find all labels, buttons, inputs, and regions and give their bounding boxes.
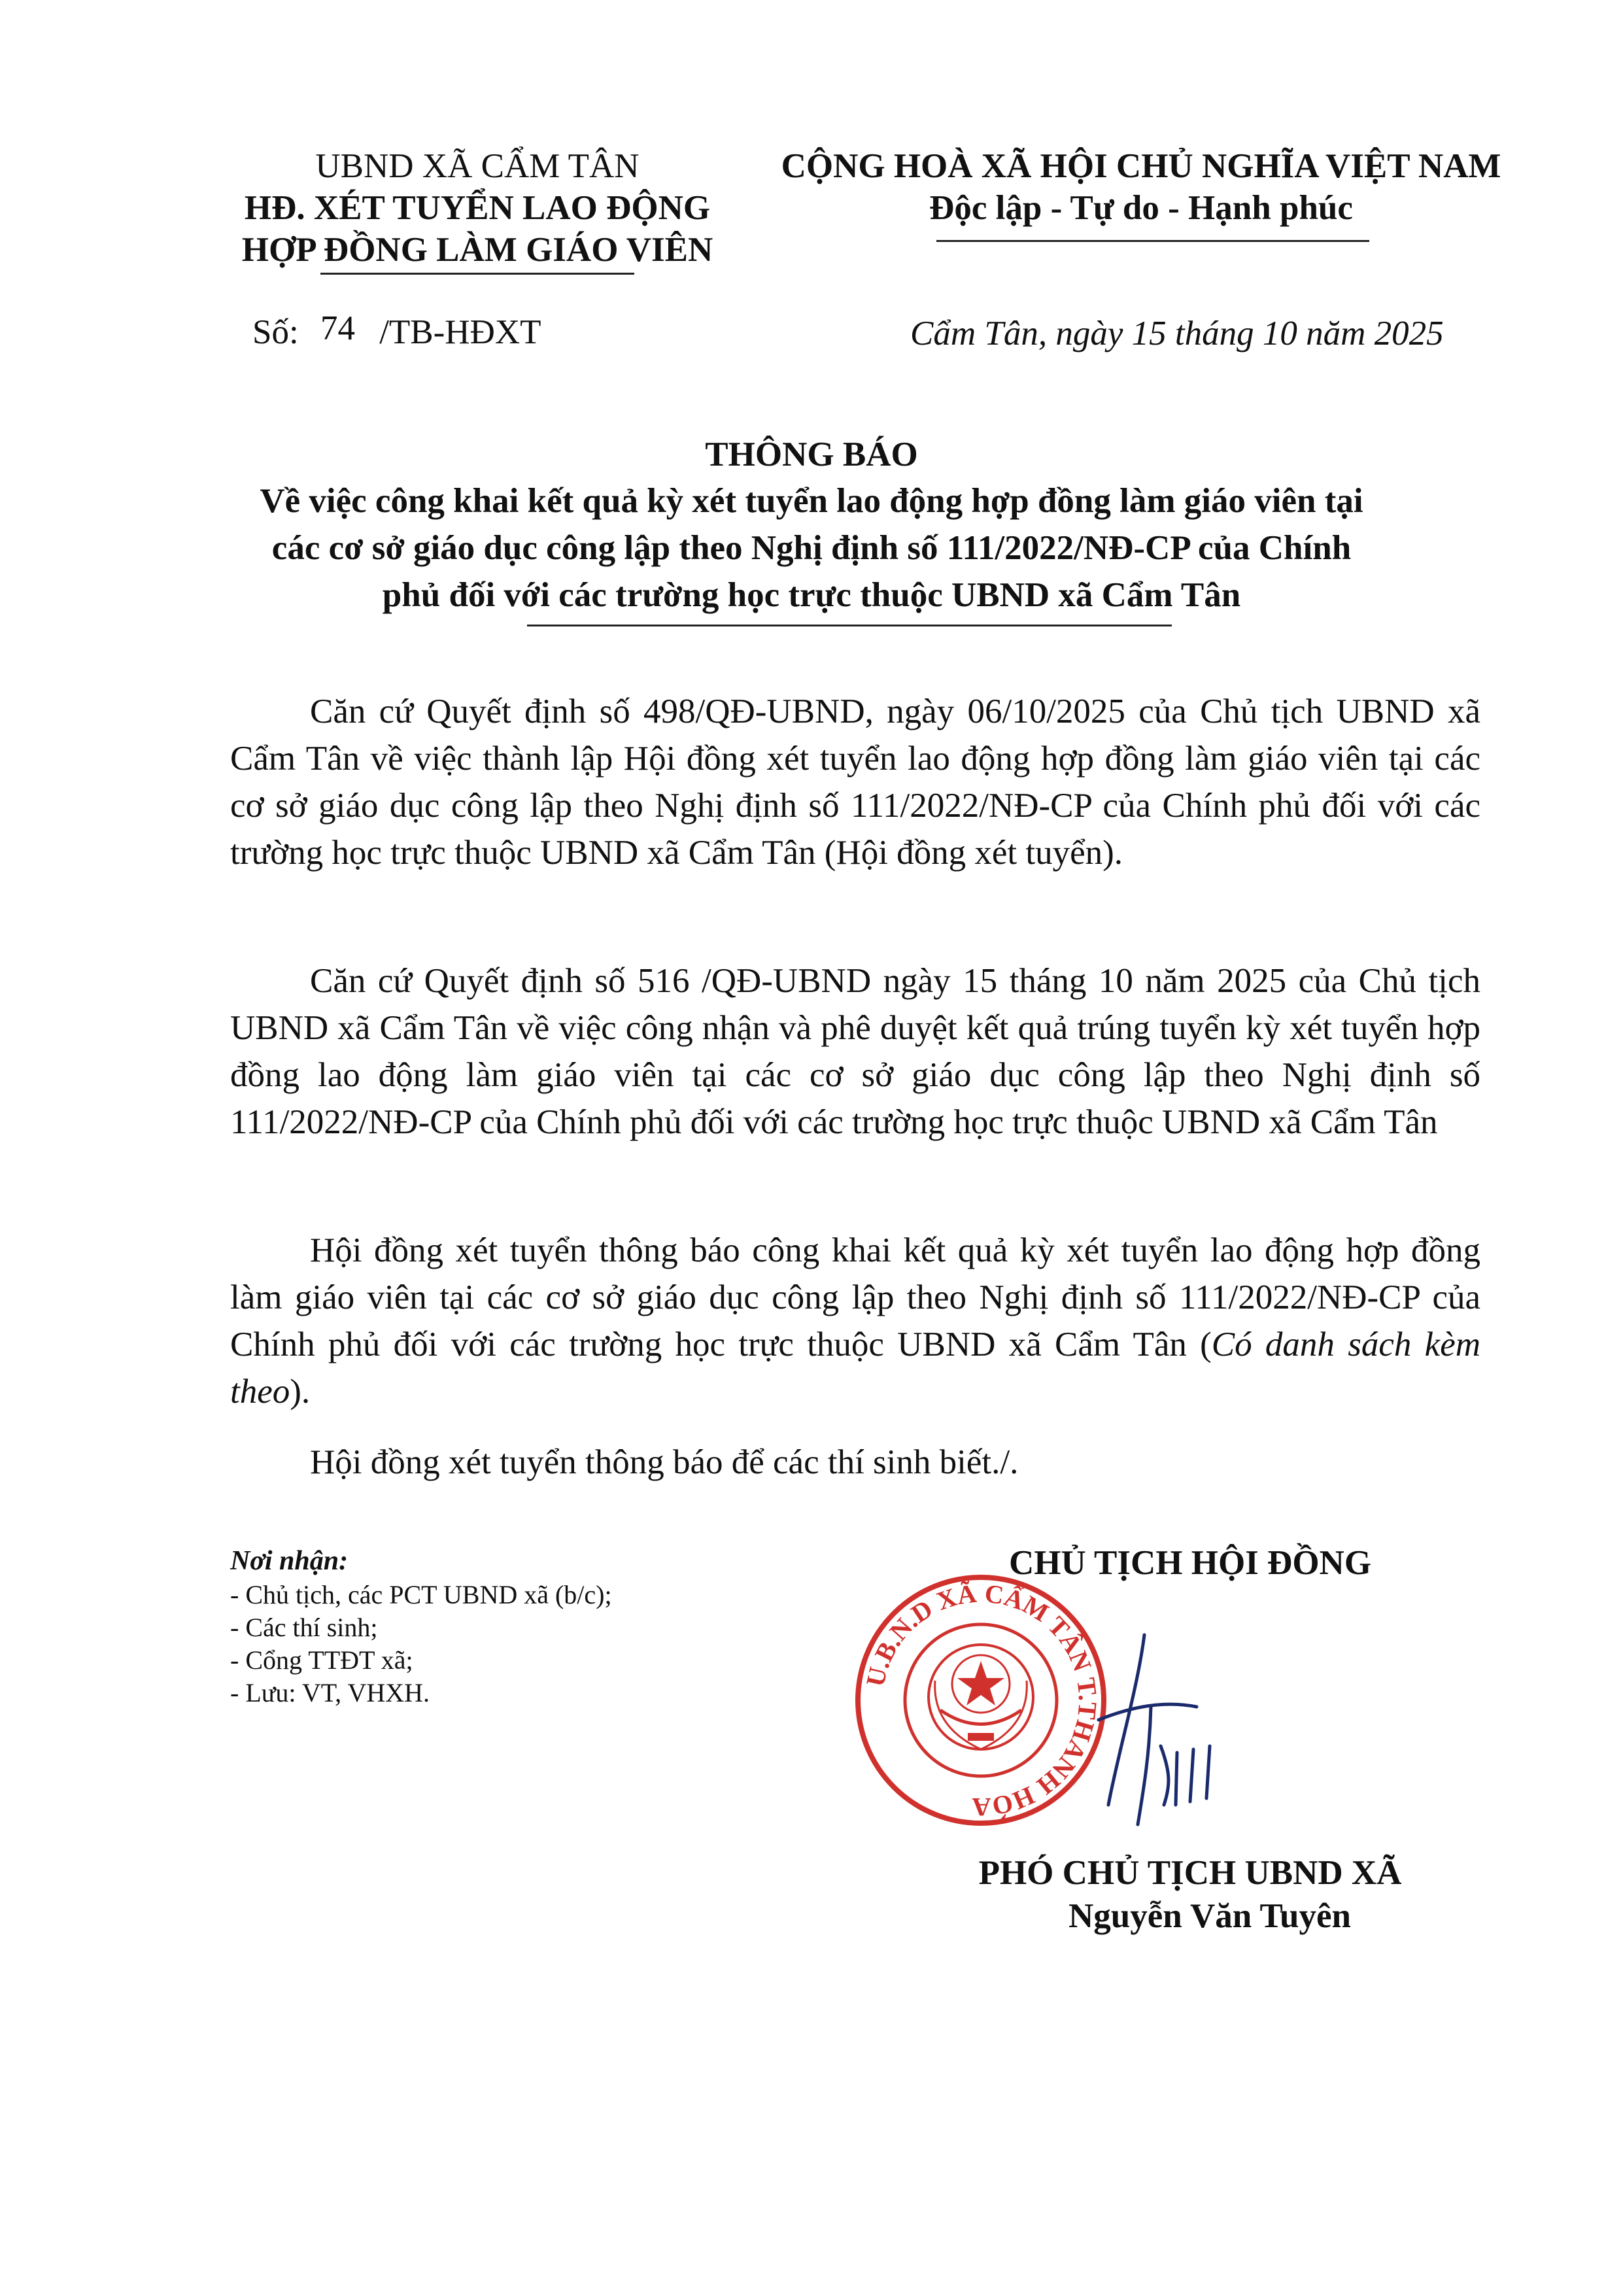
national-title: CỘNG HOÀ XÃ HỘI CHỦ NGHĨA VIỆT NAM (781, 147, 1501, 185)
national-emblem-icon (929, 1645, 1033, 1749)
recipient-item: - Cổng TTĐT xã; (230, 1645, 413, 1675)
recipient-item: - Chủ tịch, các PCT UBND xã (b/c); (230, 1580, 612, 1609)
notice-subject-line3: phủ đối với các trường học trực thuộc UBND xã Cẩm Tân (382, 576, 1241, 614)
signer-title: CHỦ TỊCH HỘI ĐỒNG (1008, 1544, 1372, 1582)
agency-header (222, 145, 732, 271)
paragraph-legal-basis-2: Căn cứ Quyết định số 516 /QĐ-UBND ngày 15 tháng 10 năm 2025 của Chủ tịch UBND xã Cẩm Tân về việc công nhận và phê duyệt kết quả trúng tuyển kỳ xét tuyển hợp đồng lao động làm giáo viên tại các cơ sở giáo dục công lập theo Nghị định số 111/2022/NĐ-CP của Chính phủ đối với các trường học trực thuộc UBND xã Cẩm Tân (230, 962, 1480, 1141)
motto-underline (936, 240, 1369, 242)
recipient-item: - Các thí sinh; (230, 1613, 378, 1642)
document-number (252, 311, 541, 353)
announcement-text: Hội đồng xét tuyển thông báo công khai kết quả kỳ xét tuyển lao động hợp đồng làm giáo viên tại các cơ sở giáo dục công lập theo Nghị định số 111/2022/NĐ-CP của Chính phủ đối với các trường học trực thuộc UBND xã Cẩm Tân ( (230, 1231, 1480, 1363)
recipient-item: - Lưu: VT, VHXH. (230, 1678, 430, 1707)
notice-subject-line1: Về việc công khai kết quả kỳ xét tuyển lao động hợp đồng làm giáo viên tại (260, 482, 1363, 520)
agency-underline (320, 273, 634, 275)
notice-title: THÔNG BÁO (705, 436, 918, 473)
seal-text: U.B.N.D XÃ CẨM TÂN T.THANH HÓA (860, 1578, 1103, 1823)
announcement-end: ). (290, 1373, 311, 1411)
signer-position: PHÓ CHỦ TỊCH UBND XÃ (978, 1854, 1402, 1892)
place-date: Cẩm Tân, ngày 15 tháng 10 năm 2025 (910, 315, 1444, 352)
national-motto: Độc lập - Tự do - Hạnh phúc (929, 189, 1353, 227)
handwritten-signature (1072, 1609, 1269, 1844)
attachment-note: Có danh sách kèm theo (230, 1326, 1480, 1411)
recipients-heading: Nơi nhận: (230, 1546, 349, 1576)
title-underline (527, 625, 1172, 626)
signer-name: Nguyễn Văn Tuyên (1068, 1897, 1352, 1935)
notice-subject-line2: các cơ sở giáo dục công lập theo Nghị định số 111/2022/NĐ-CP của Chính (271, 529, 1352, 567)
number-prefix: Số: (252, 313, 299, 351)
number-value: 74 (320, 309, 355, 347)
council-name-line2: HỢP ĐỒNG LÀM GIÁO VIÊN (241, 231, 713, 269)
national-header (745, 145, 1537, 229)
number-suffix: /TB-HĐXT (379, 313, 541, 351)
paragraph-announcement (230, 1227, 1480, 1415)
agency-name: UBND XÃ CẨM TÂN (315, 147, 640, 185)
paragraph-legal-basis-1: Căn cứ Quyết định số 498/QĐ-UBND, ngày 06/10/2025 của Chủ tịch UBND xã Cẩm Tân về việc thành lập Hội đồng xét tuyển lao động hợp đồng làm giáo viên tại các cơ sở giáo dục công lập theo Nghị định số 111/2022/NĐ-CP của Chính phủ đối với các trường học trực thuộc UBND xã Cẩm Tân (Hội đồng xét tuyển). (230, 693, 1480, 872)
recipients-block (230, 1543, 612, 1709)
notice-title-block (196, 432, 1427, 619)
paragraph-closing: Hội đồng xét tuyển thông báo để các thí sinh biết./. (310, 1443, 1019, 1481)
council-name-line1: HĐ. XÉT TUYỂN LAO ĐỘNG (244, 189, 711, 227)
